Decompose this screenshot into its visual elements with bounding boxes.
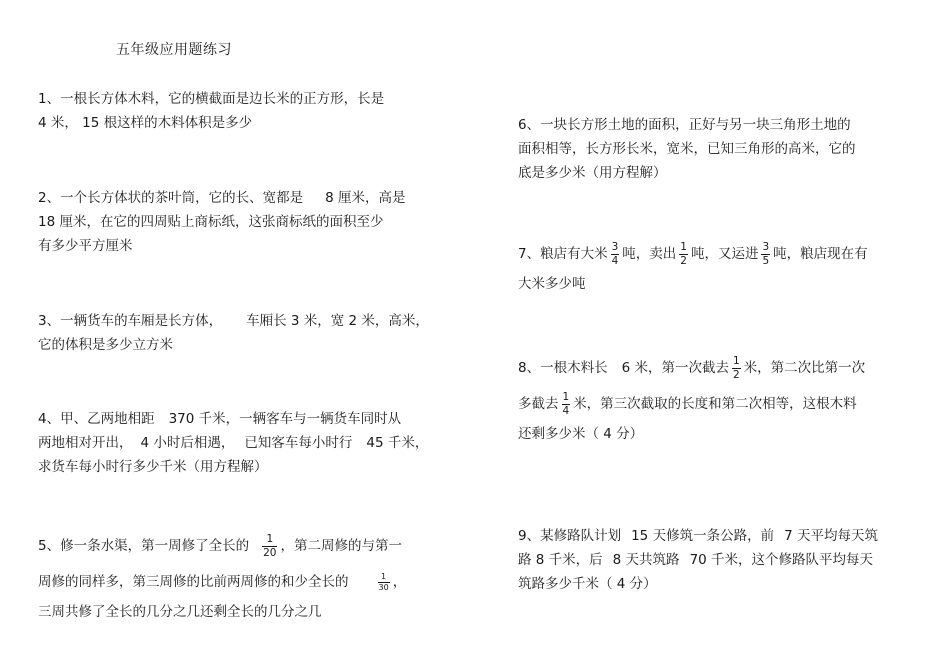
question-6-line-2: 面积相等，长方形长米，宽米，已知三角形的高米，它的 xyxy=(518,141,856,157)
fraction-numerator: 1 xyxy=(381,571,387,581)
question-8 xyxy=(518,350,865,446)
question-6 xyxy=(518,113,856,185)
question-9-line-1c: 7 天平均每天筑 xyxy=(784,528,878,544)
fraction-denominator: 2 xyxy=(680,254,687,267)
question-3-line-2: 它的体积是多少立方米 xyxy=(38,337,173,353)
question-1 xyxy=(38,87,384,135)
fraction-3-4 xyxy=(611,242,620,266)
question-3-line-1a: 3、一辆货车的车厢是长方体， xyxy=(38,313,223,329)
question-9-line-1b: 15 天修筑一条公路，前 xyxy=(631,528,775,544)
question-4-line-2d: 45 千米， xyxy=(366,435,429,451)
fraction-3-5 xyxy=(761,242,770,266)
question-8-line-3: 还剩多少米（ 4 分） xyxy=(518,426,644,442)
question-2-line-1a: 2、一个长方体状的茶叶筒，它的长、宽都是 xyxy=(38,190,304,206)
fraction-numerator: 1 xyxy=(732,355,740,367)
question-3-line-1b: 车厢长 3 米，宽 2 米，高米， xyxy=(246,313,429,329)
question-2-line-3: 有多少平方厘米 xyxy=(38,238,133,254)
fraction-numerator: 1 xyxy=(266,533,274,545)
question-7-line-1 xyxy=(518,236,868,272)
fraction-1-30 xyxy=(378,573,390,592)
question-9-line-2b: 8 天共筑路 xyxy=(612,552,680,568)
question-7-line-1b: 吨，卖出 xyxy=(622,246,677,262)
question-5-line-2a: 周修的同样多，第三周修的比前两周修的和少全长的 xyxy=(38,574,349,590)
fraction-numerator: 3 xyxy=(611,241,619,253)
question-9-line-1 xyxy=(518,524,878,548)
question-7 xyxy=(518,236,868,296)
worksheet-title: 五年级应用题练习 xyxy=(116,42,232,58)
question-2-line-1 xyxy=(38,186,405,210)
fraction-1-2 xyxy=(732,356,741,380)
question-7-line-1a: 7、粮店有大米 xyxy=(518,246,608,262)
question-5-line-1a: 5、修一条水渠，第一周修了全长的 xyxy=(38,538,250,554)
question-5 xyxy=(38,528,406,624)
question-2-line-2: 18 厘米，在它的四周贴上商标纸，这张商标纸的面积至少 xyxy=(38,214,384,230)
question-8-line-1 xyxy=(518,350,865,386)
question-3-line-1 xyxy=(38,309,429,333)
question-5-line-2b: ， xyxy=(392,574,407,590)
question-8-line-1b: 6 米，第一次截去 xyxy=(621,360,729,376)
question-8-line-1a: 8、一根木料长 xyxy=(518,360,608,376)
question-4-line-2a: 两地相对开出， xyxy=(38,435,133,451)
fraction-denominator: 20 xyxy=(263,546,277,559)
fraction-denominator: 5 xyxy=(762,254,770,267)
question-1-line-1: 1、一根长方体木料，它的横截面是边长米的正方形，长是 xyxy=(38,91,385,107)
question-4-line-1 xyxy=(38,407,428,431)
fraction-1-2 xyxy=(679,242,688,266)
fraction-denominator: 4 xyxy=(562,404,570,417)
question-5-line-1b: ，第二周修的与第一 xyxy=(280,538,402,554)
question-5-line-1 xyxy=(38,528,406,564)
question-8-line-2 xyxy=(518,386,865,422)
question-2 xyxy=(38,186,405,258)
fraction-denominator: 4 xyxy=(611,254,619,267)
question-4-line-1b: 370 千米，一辆客车与一辆货车同时从 xyxy=(168,411,402,427)
question-9-line-1a: 9、某修路队计划 xyxy=(518,528,622,544)
fraction-1-20 xyxy=(262,534,277,558)
question-4-line-2c: 已知客车每小时行 xyxy=(244,435,353,451)
question-9-line-2 xyxy=(518,548,878,572)
question-4 xyxy=(38,407,428,479)
question-6-line-3: 底是多少米（用方程解） xyxy=(518,165,667,181)
question-4-line-2 xyxy=(38,431,428,455)
question-8-line-2a: 多截去 xyxy=(518,396,559,412)
question-6-line-1: 6、一块长方形土地的面积，正好与另一块三角形土地的 xyxy=(518,117,851,133)
question-8-line-1c: 米，第二次比第一次 xyxy=(743,360,866,376)
question-4-line-2b: 4 小时后相遇， xyxy=(140,435,235,451)
fraction-numerator: 1 xyxy=(562,391,570,403)
question-9-line-2a: 路 8 千米，后 xyxy=(518,552,603,568)
fraction-numerator: 3 xyxy=(762,241,770,253)
fraction-1-4 xyxy=(562,392,571,416)
question-9-line-2c: 70 千米，这个修路队平均每天 xyxy=(689,552,874,568)
question-4-line-3: 求货车每小时行多少千米（用方程解） xyxy=(38,459,268,475)
question-1-line-2: 4 米， 15 根这样的木料体积是多少 xyxy=(38,115,253,131)
question-4-line-1a: 4、甲、乙两地相距 xyxy=(38,411,155,427)
fraction-denominator: 2 xyxy=(732,368,740,381)
question-2-line-1b: 8 厘米，高是 xyxy=(325,190,406,206)
question-7-line-1d: 吨，粮店现在有 xyxy=(773,246,868,262)
question-5-line-2 xyxy=(38,564,406,600)
fraction-numerator: 1 xyxy=(680,241,687,253)
question-7-line-1c: 吨，又运进 xyxy=(690,246,759,262)
fraction-denominator: 30 xyxy=(378,582,389,592)
question-3 xyxy=(38,309,429,357)
question-5-line-3: 三周共修了全长的几分之几还剩全长的几分之几 xyxy=(38,604,322,620)
question-9 xyxy=(518,524,878,596)
question-8-line-2b: 米，第三次截取的长度和第二次相等，这根木料 xyxy=(573,396,857,412)
question-7-line-2: 大米多少吨 xyxy=(518,276,586,292)
question-9-line-3: 筑路多少千米（ 4 分） xyxy=(518,576,657,592)
